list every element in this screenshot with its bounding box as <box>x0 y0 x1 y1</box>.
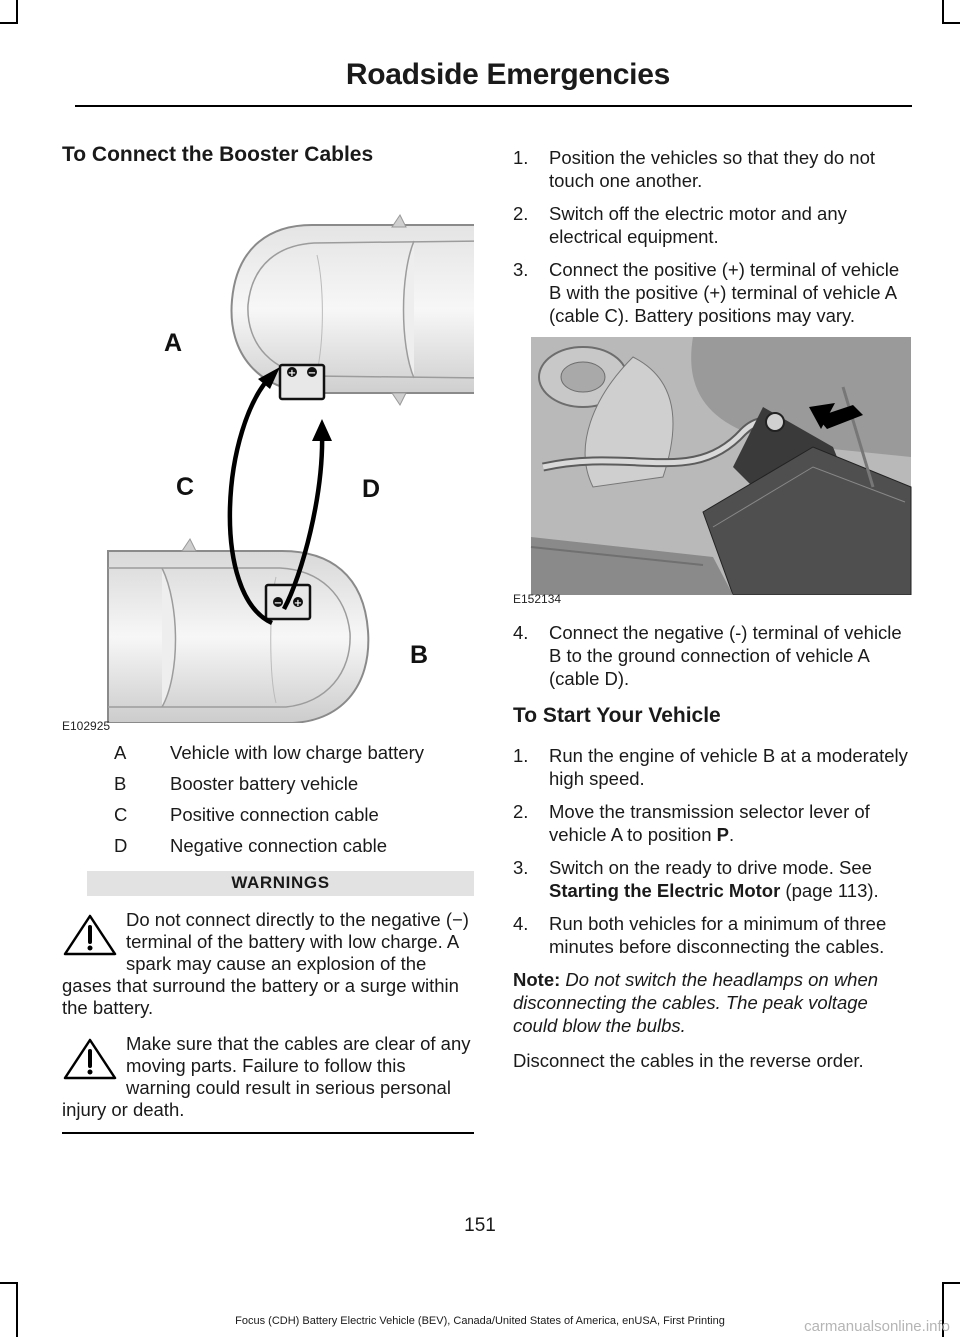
warning-text: Do not connect directly to the negative (−) terminal of the battery with low charge. A spark may cause an explosion of the gases that surround the battery or a surge within the battery. <box>62 909 469 1018</box>
vehicle-b-illustration <box>108 539 368 723</box>
step-text-end: . <box>728 824 735 845</box>
warning-text: Make sure that the cables are clear of any moving parts. Failure to follow this warning could result in serious personal injury or death. <box>62 1033 471 1120</box>
warning-item <box>62 1033 474 1121</box>
legend-text: Negative connection cable <box>170 834 388 856</box>
step-item <box>513 621 913 690</box>
step-number: 3. <box>513 857 529 878</box>
step-text: Run both vehicles for a minimum of three minutes before disconnecting the cables. <box>549 913 887 957</box>
footer-text: Focus (CDH) Battery Electric Vehicle (BEV), Canada/United States of America, enUSA, First Printing <box>235 1315 725 1327</box>
step-item <box>513 258 913 327</box>
figure-code: E102925 <box>62 719 111 733</box>
header-divider <box>75 105 912 107</box>
legend-row <box>62 830 474 861</box>
warnings-divider <box>62 1132 474 1134</box>
section-heading-start: To Start Your Vehicle <box>513 704 721 727</box>
battery-a-minus: − <box>307 368 317 379</box>
step-item <box>513 146 913 192</box>
legend-key: B <box>114 772 127 794</box>
figure-ground-connection <box>513 337 913 609</box>
step-number: 4. <box>513 913 529 934</box>
step-number: 4. <box>513 622 529 643</box>
booster-cable-diagram <box>62 175 474 723</box>
step-number: 1. <box>513 147 529 168</box>
step-text-end: (page 113). <box>780 880 879 901</box>
battery-b-plus: + <box>293 598 303 609</box>
step-item <box>513 912 913 958</box>
legend-text: Booster battery vehicle <box>170 772 359 794</box>
legend-key: C <box>114 803 128 825</box>
figure-code: E152134 <box>513 592 562 606</box>
legend-text: Vehicle with low charge battery <box>170 741 424 763</box>
crop-mark <box>0 1282 18 1284</box>
ground-connection-photo <box>513 337 913 595</box>
label-c: C <box>176 473 195 501</box>
step-bold-text: P <box>716 824 729 845</box>
step-text: Switch off the electric motor and any electrical equipment. <box>549 203 847 247</box>
warnings-header: WARNINGS <box>87 871 474 896</box>
step-text: Run the engine of vehicle B at a moderately high speed. <box>549 745 908 789</box>
legend-row <box>62 799 474 830</box>
warning-triangle-icon <box>62 1037 118 1081</box>
steps-connect-continued <box>513 621 913 690</box>
crop-mark <box>942 22 960 24</box>
step-number: 1. <box>513 745 529 766</box>
battery-b-minus: − <box>273 598 283 609</box>
step-item <box>513 202 913 248</box>
steps-start <box>513 744 913 958</box>
figure-booster-cables <box>62 175 474 733</box>
note-text: Do not switch the headlamps on when disconnecting the cables. The peak voltage could blow the bulbs. <box>513 969 879 1036</box>
crop-mark <box>16 0 18 22</box>
right-column <box>513 143 913 1072</box>
legend-key: A <box>114 741 127 763</box>
step-item <box>513 856 913 902</box>
step-number: 2. <box>513 203 529 224</box>
legend-text: Positive connection cable <box>170 803 379 825</box>
label-b: B <box>410 641 429 669</box>
battery-a-icon <box>280 365 324 399</box>
step-item <box>513 744 913 790</box>
final-instruction: Disconnect the cables in the reverse order. <box>513 1050 864 1071</box>
step-item <box>513 800 913 846</box>
step-text: Move the transmission selector lever of vehicle A to position <box>549 801 870 845</box>
left-column <box>62 143 474 1134</box>
legend-table <box>62 737 474 861</box>
watermark: carmanualsonline.info <box>804 1318 950 1335</box>
step-number: 2. <box>513 801 529 822</box>
legend-row <box>62 737 474 768</box>
steps-connect <box>513 146 913 327</box>
legend-row <box>62 768 474 799</box>
step-text: Position the vehicles so that they do not touch one another. <box>549 147 876 191</box>
crop-mark <box>942 1282 960 1284</box>
label-a: A <box>164 329 183 357</box>
note-paragraph <box>513 968 913 1037</box>
step-number: 3. <box>513 259 529 280</box>
step-text: Connect the negative (-) terminal of vehicle B to the ground connection of vehicle A (cable D). <box>549 622 902 689</box>
section-heading-connect: To Connect the Booster Cables <box>62 143 374 166</box>
warning-item <box>62 909 474 1019</box>
legend-key: D <box>114 834 128 856</box>
battery-a-plus: + <box>287 368 297 379</box>
note-label: Note: <box>513 969 561 990</box>
page-section-title: Roadside Emergencies <box>345 58 670 91</box>
step-text: Connect the positive (+) terminal of vehicle B with the positive (+) terminal of vehicle A (cable C). Battery positions may vary. <box>549 259 900 326</box>
warning-triangle-icon <box>62 913 118 957</box>
crop-mark <box>0 22 18 24</box>
page-number: 151 <box>464 1215 496 1236</box>
crop-mark <box>16 1282 18 1337</box>
step-text: Switch on the ready to drive mode. See <box>549 857 872 878</box>
cross-reference-link[interactable]: Starting the Electric Motor <box>549 880 781 901</box>
crop-mark <box>942 0 944 22</box>
label-d: D <box>362 475 381 503</box>
